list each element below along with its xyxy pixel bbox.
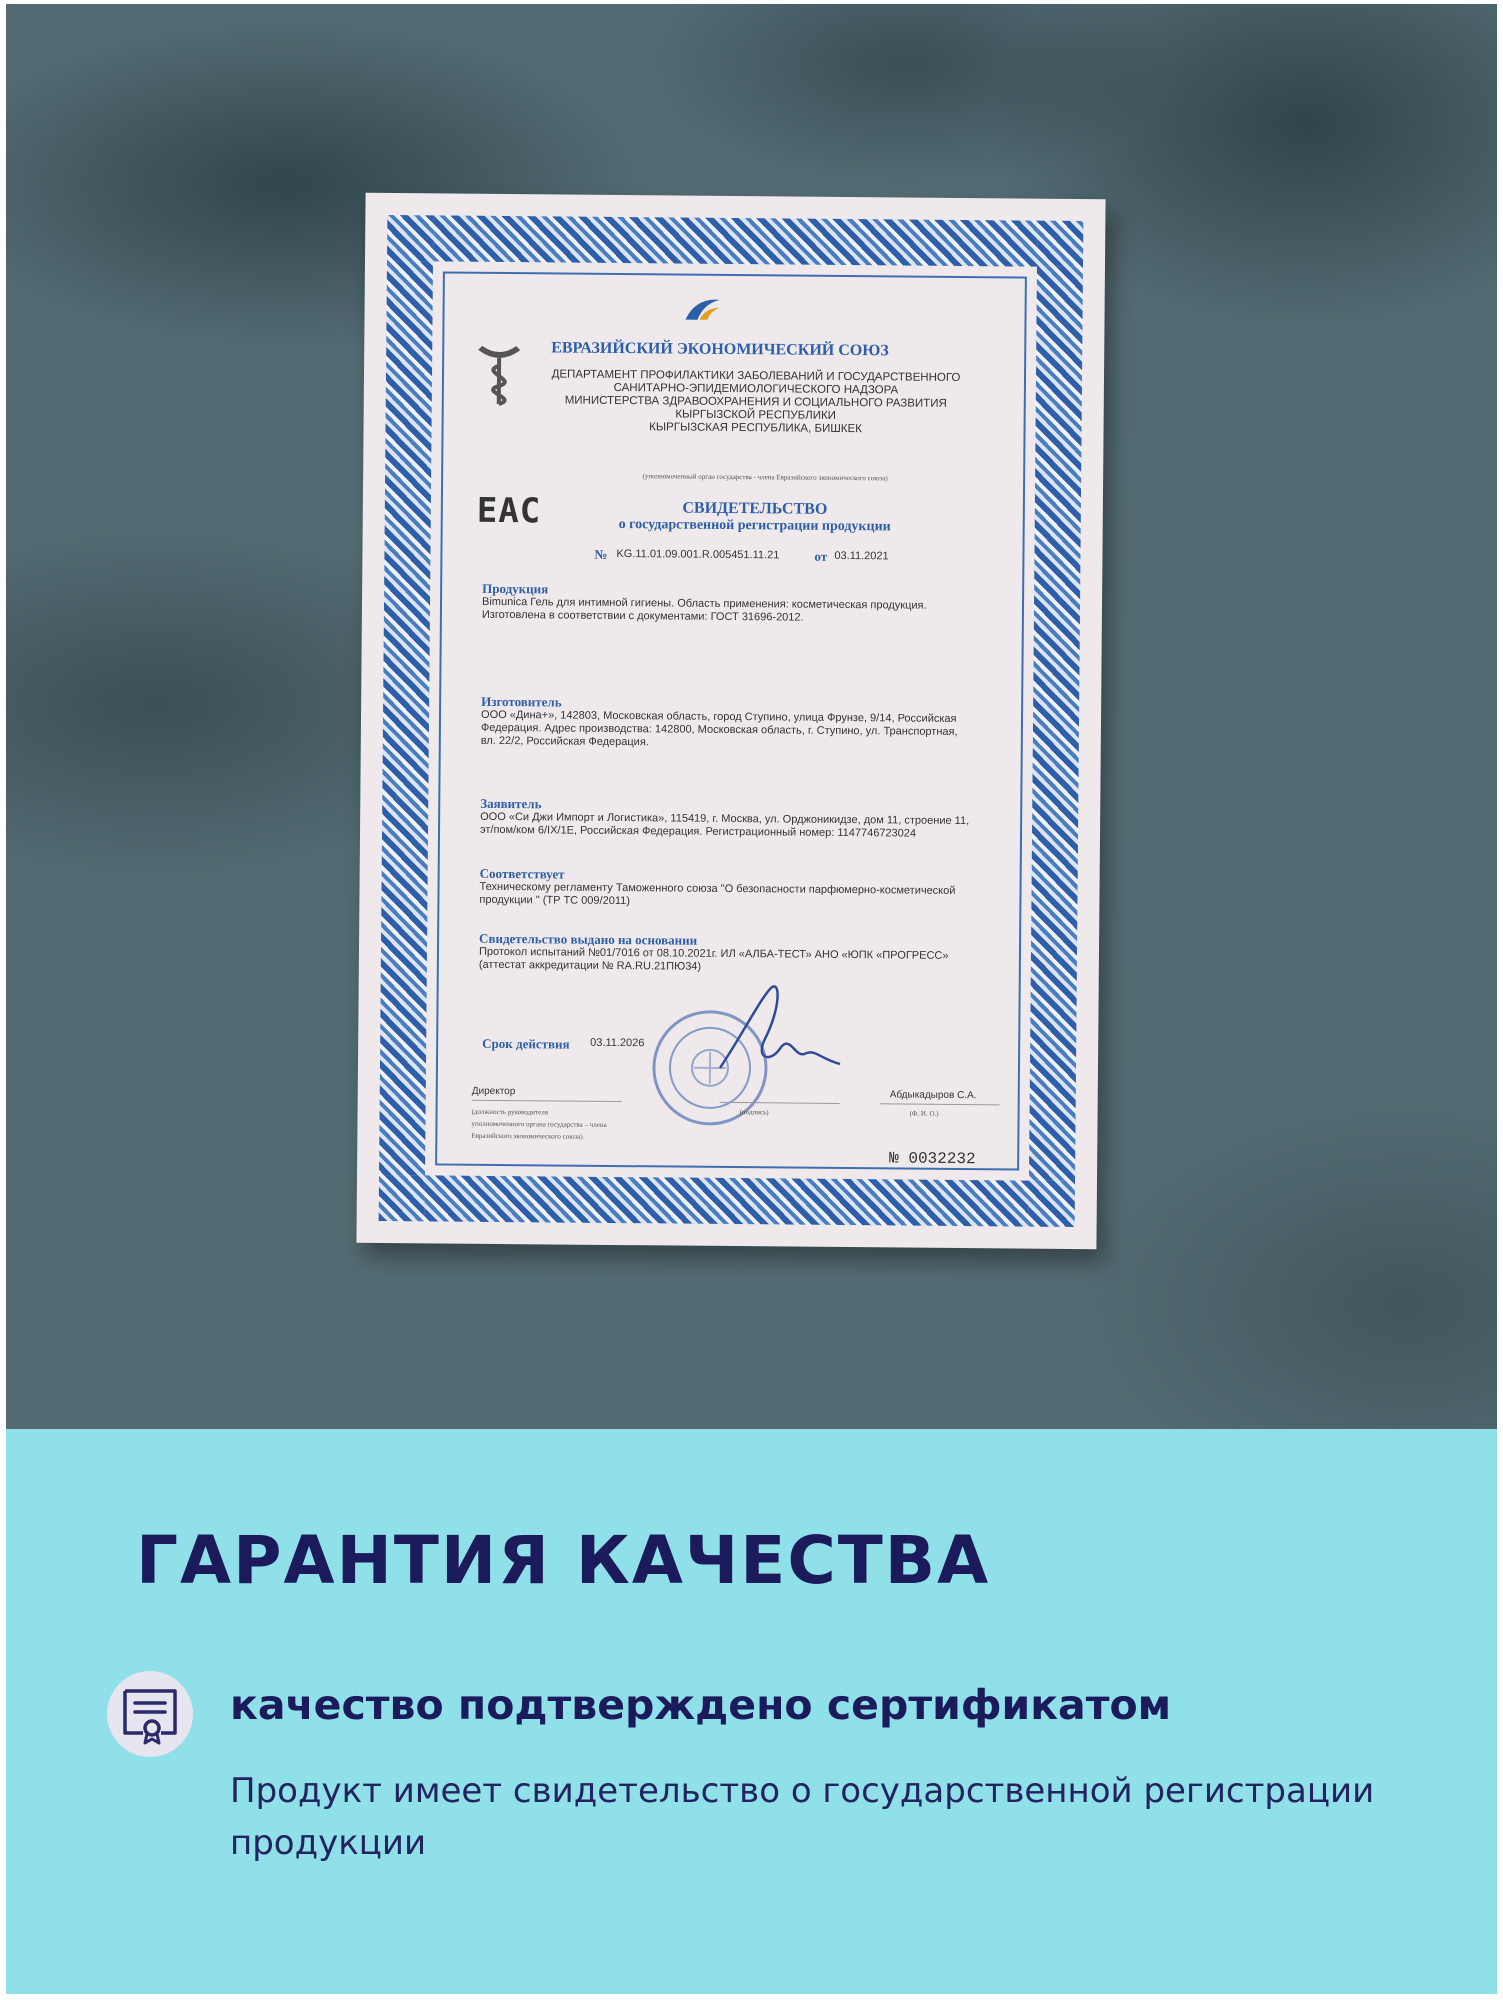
certificate-subtitle: о государственной регистрации продукции xyxy=(618,517,891,535)
certificate-title: СВИДЕТЕЛЬСТВО xyxy=(682,499,828,518)
signatory-name: Абдыкадыров С.А. xyxy=(889,1089,977,1102)
certificate-icon-badge xyxy=(107,1671,193,1757)
authorized-body-note: (уполномоченный орган государства - члена Евразийского экономического союза) xyxy=(642,472,888,483)
signature-icon xyxy=(710,978,851,1089)
quality-panel xyxy=(6,1429,1497,1994)
certificate-date: 03.11.2021 xyxy=(834,549,889,563)
serial-number: № 0032232 xyxy=(889,1149,976,1169)
director-note: (должность руководителя уполномоченного органа государства – члена Евразийского экономического союза) xyxy=(471,1107,607,1141)
name-line xyxy=(880,1103,1000,1105)
certificate-icon xyxy=(121,1689,179,1745)
eaeu-logo-icon xyxy=(681,294,723,324)
signature-note: (подпись) xyxy=(739,1108,769,1117)
fio-note: (Ф. И. О.) xyxy=(909,1109,939,1118)
product-text: Bimunica Гель для интимной гигиены. Область применения: косметическая продукция. Изготовлена в соответствии с документами: ГОСТ 31696-2012. xyxy=(481,595,927,624)
basis-text: Протокол испытаний №01/7016 от 08.10.2021г. ИЛ «АЛБА-ТЕСТ» АНО «ЮПК «ПРОГРЕСС» (аттестат аккредитации № RA.RU.21ПЮ34) xyxy=(478,945,949,973)
manufacturer-text: ООО «Дина+», 142803, Московская область, город Ступино, улица Фрунзе, 9/14, Российская Федерация. Адрес производства: 142800, Московская область, г. Ступино, ул. Транспортная, вл. 22/2, Российская Федерация. xyxy=(480,708,958,749)
applicant-heading: Заявитель xyxy=(480,795,542,812)
union-name: ЕВРАЗИЙСКИЙ ЭКОНОМИЧЕСКИЙ СОЮЗ xyxy=(551,339,889,360)
feature-title: качество подтверждено сертификатом xyxy=(230,1681,1172,1729)
certificate-photo xyxy=(6,4,1497,1429)
eac-mark: EAC xyxy=(476,490,542,532)
basis-heading: Свидетельство выдано на основании xyxy=(479,930,698,948)
director-line xyxy=(472,1100,622,1102)
conformity-text: Техническому регламенту Таможенного союза "О безопасности парфюмерно-косметической продукции " (ТР ТС 009/2011) xyxy=(479,880,956,908)
certificate-sheet xyxy=(356,193,1105,1249)
validity-label: Срок действия xyxy=(482,1035,570,1052)
department-name: ДЕПАРТАМЕНТ ПРОФИЛАКТИКИ ЗАБОЛЕВАНИЙ И ГОСУДАРСТВЕННОГО САНИТАРНО-ЭПИДЕМИОЛОГИЧЕСКОГО НАДЗОРА МИНИСТЕРСТВА ЗДРАВООХРАНЕНИЯ И СОЦИАЛЬНОГО РАЗВИТИЯ КЫРГЫЗСКОЙ РЕСПУБЛИКИ КЫРГЫЗСКАЯ РЕСПУБЛИКА, БИШКЕК xyxy=(551,368,961,436)
director-label: Директор xyxy=(471,1085,516,1098)
certificate-content xyxy=(439,276,1023,1167)
certificate-number: KG.11.01.09.001.R.005451.11.21 xyxy=(616,547,780,562)
feature-description: Продукт имеет свидетельство о государственной регистрации продукции xyxy=(230,1771,1375,1863)
page xyxy=(6,4,1497,1994)
conformity-heading: Соответствует xyxy=(479,865,565,882)
manufacturer-heading: Изготовитель xyxy=(481,693,562,710)
product-heading: Продукция xyxy=(482,580,549,597)
number-label: № xyxy=(594,546,608,562)
date-label: от xyxy=(814,548,828,564)
validity-date: 03.11.2026 xyxy=(590,1036,645,1050)
headline: ГАРАНТИЯ КАЧЕСТВА xyxy=(136,1522,991,1599)
applicant-text: ООО «Си Джи Импорт и Логистика», 115419, г. Москва, ул. Орджоникидзе, дом 11, строение 11, эт/пом/ком 6/IX/1Е, Российская Федерация. Регистрационный номер: 1147746723024 xyxy=(479,810,970,840)
